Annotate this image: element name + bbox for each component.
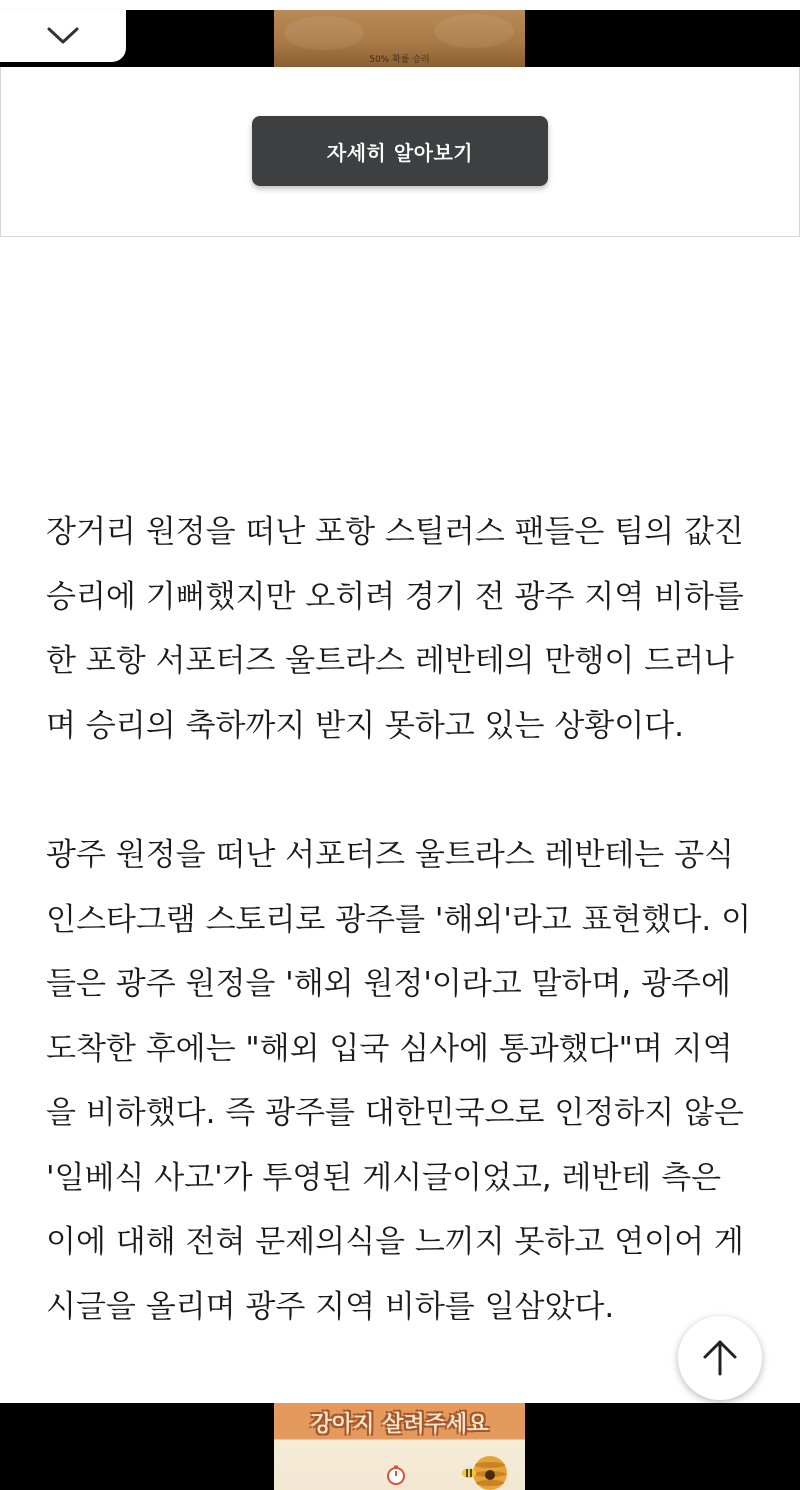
article-body — [46, 500, 756, 1404]
learn-more-button[interactable]: 자세히 알아보기 — [252, 116, 548, 186]
article-paragraph: 광주 원정을 떠난 서포터즈 울트라스 레반테는 공식 인스타그램 스토리로 광주를 '해외'라고 표현했다. 이들은 광주 원정을 '해외 원정'이라고 말하며, 광주에 도착한 후에는 "해외 입국 심사에 통과했다"며 지역을 비하했다. 즉 광주를 대한민국으로 인정하지 않은 '일베식 사고'가 투영된 게시글이었고, 레반테 측은 이에 대해 전혀 문제의식을 느끼지 못하고 연이어 게시글을 올리며 광주 지역 비하를 일삼았다. — [46, 837, 752, 1325]
beehive-icon — [460, 1447, 510, 1490]
top-ad-caption: 50% 확률 승리 — [369, 55, 430, 65]
chevron-down-icon — [46, 26, 80, 46]
collapse-ad-button[interactable] — [0, 10, 126, 62]
article-paragraph: 장거리 원정을 떠난 포항 스틸러스 팬들은 팀의 값진 승리에 기뻐했지만 오히려 경기 전 광주 지역 비하를 한 포항 서포터즈 울트라스 레반테의 만행이 드러나며 승리의 축하까지 받지 못하고 있는 상황이다. — [46, 514, 744, 744]
bottom-ad-image[interactable] — [274, 1403, 525, 1490]
bottom-ad-banner[interactable] — [0, 1403, 800, 1490]
arrow-up-icon — [700, 1338, 740, 1378]
bottom-ad-title: 강아지 살려주세요 — [310, 1412, 489, 1437]
top-ad-image[interactable] — [274, 10, 525, 67]
scroll-to-top-button[interactable] — [678, 1316, 762, 1400]
timer-icon — [386, 1465, 406, 1485]
